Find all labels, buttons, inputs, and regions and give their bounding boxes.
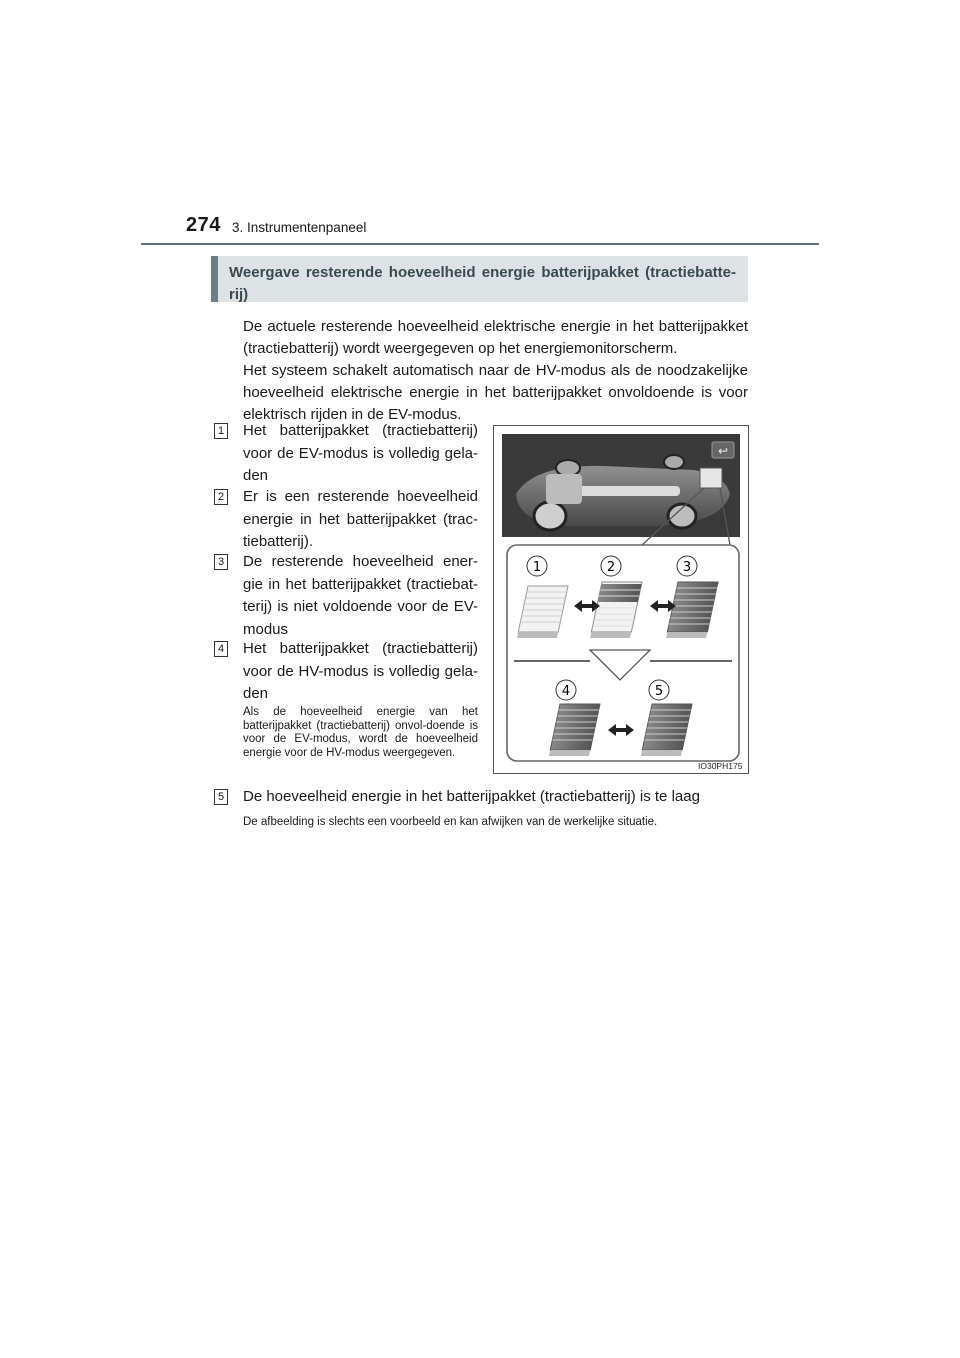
engine-block <box>546 474 582 504</box>
svg-text:5: 5 <box>654 684 664 699</box>
item-number-3: 3 <box>214 554 228 570</box>
list-item-3 <box>214 551 478 641</box>
paragraph-1: De actuele resterende hoeveelheid elektrische energie in het batterijpakket (tractiebatterij) wordt weergegeven op het energiemonitorscherm. <box>243 318 748 357</box>
item-number-4: 4 <box>214 641 228 657</box>
svg-text:1: 1 <box>532 560 542 575</box>
callout-3 <box>677 556 697 576</box>
callout-1 <box>527 556 547 576</box>
item-4-note: Als de hoeveelheid energie van het batterijpakket (tractiebatterij) onvol-doende is voor de EV-modus, wordt de hoeveelheid energie voor de HV-modus weergegeven. <box>243 706 478 759</box>
front-wheel <box>534 502 566 530</box>
svg-text:3: 3 <box>682 560 692 575</box>
callout-2 <box>601 556 621 576</box>
item-text-5: De hoeveelheid energie in het batterijpakket (tractiebatterij) is te laag <box>243 788 700 805</box>
page-number: 274 <box>186 214 221 236</box>
list-item-4 <box>214 638 478 706</box>
svg-text:2: 2 <box>606 560 616 575</box>
svg-text:4: 4 <box>561 684 571 699</box>
item-number-5: 5 <box>214 789 228 805</box>
item-text-3: De resterende hoeveelheid ener-gie in het batterijpakket (tractiebat-terij) is niet voldoende voor de EV-modus <box>243 553 478 638</box>
list-item-1 <box>214 420 478 488</box>
section-heading <box>211 256 748 302</box>
paragraph-2: Het systeem schakelt automatisch naar de HV-modus als de noodzakelijke hoeveelheid elektrische energie in het batterijpakket onvoldoende is voor elektrisch rijden in de EV-modus. <box>243 362 748 423</box>
item-text-1: Het batterijpakket (tractiebatterij) voor de EV-modus is volledig gela-den <box>243 422 478 484</box>
back-arrow-icon: ↩ <box>717 444 729 458</box>
energy-monitor-figure <box>493 425 749 774</box>
chapter-title: 3. Instrumentenpaneel <box>232 220 367 235</box>
item-text-2: Er is een resterende hoeveelheid energie in het batterijpakket (trac-tiebatterij). <box>243 488 478 550</box>
callout-5 <box>649 680 669 700</box>
list-item-5 <box>214 786 754 808</box>
figure-label: IO30PH175 <box>698 761 743 771</box>
header-rule <box>141 243 819 245</box>
item-number-2: 2 <box>214 489 228 505</box>
item-number-1: 1 <box>214 423 228 439</box>
section-title: Weergave resterende hoeveelheid energie batterijpakket (tractiebatte-rij) <box>229 264 736 303</box>
callout-4 <box>556 680 576 700</box>
item-text-4: Het batterijpakket (tractiebatterij) voor de HV-modus is volledig gela-den <box>243 640 478 702</box>
rear-wheel-top <box>664 455 684 469</box>
footnote: De afbeelding is slechts een voorbeeld en kan afwijken van de werkelijke situatie. <box>243 816 658 828</box>
battery-pack <box>700 468 722 488</box>
front-wheel-top <box>556 460 580 476</box>
figure-illustration <box>494 426 748 773</box>
list-item-2 <box>214 486 478 554</box>
